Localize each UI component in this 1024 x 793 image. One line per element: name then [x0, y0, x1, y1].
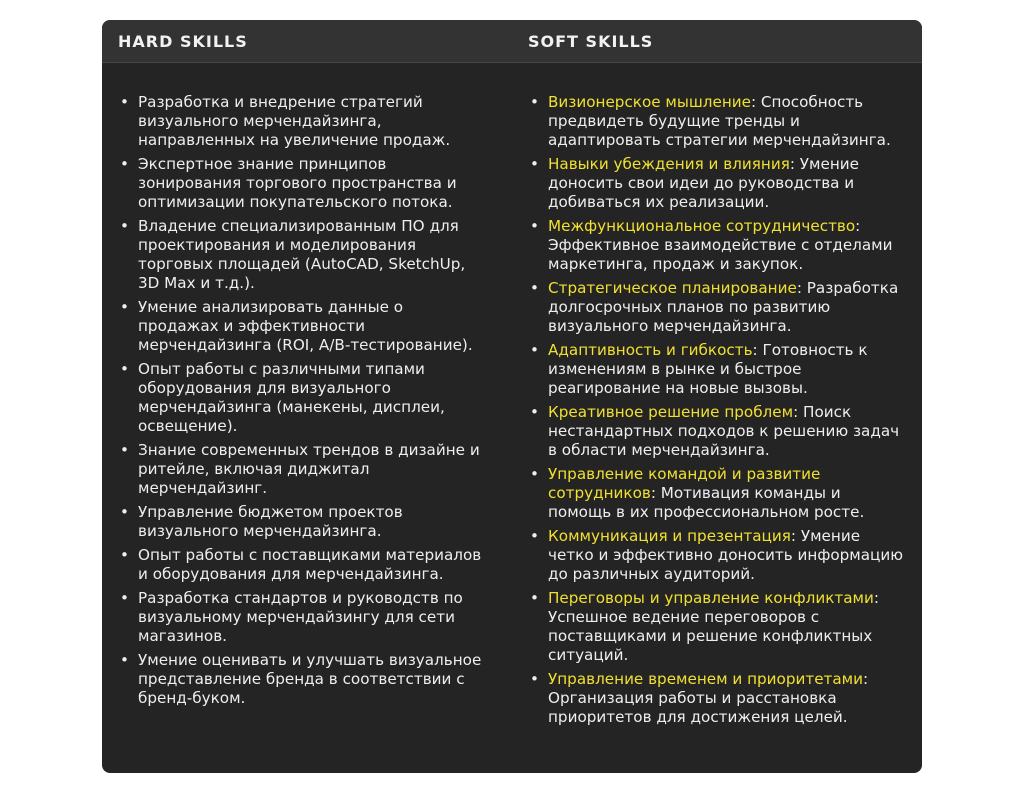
hard-skill-item	[118, 503, 488, 541]
soft-skill-item	[528, 403, 908, 460]
hard-skill-text: Умение оценивать и улучшать визуальное представление бренда в соответствии с бренд-буком.	[138, 651, 482, 707]
hard-skill-text: Разработка и внедрение стратегий визуального мерчендайзинга, направленных на увеличение продаж.	[138, 93, 451, 149]
soft-skill-title: Коммуникация и презентация	[548, 527, 791, 545]
soft-skill-text: : Организация работы и расстановка приоритетов для достижения целей.	[548, 670, 869, 726]
soft-skill-text: : Эффективное взаимодействие с отделами маркетинга, продаж и закупок.	[548, 217, 893, 273]
soft-skill-text: : Способность предвидеть будущие тренды и адаптировать стратегии мерчендайзинга.	[548, 93, 891, 149]
bullet-icon: •	[530, 217, 539, 235]
hard-skill-item	[118, 217, 488, 293]
hard-skill-item	[118, 360, 488, 436]
bullet-icon: •	[120, 546, 129, 564]
soft-skill-title: Управление временем и приоритетами	[548, 670, 864, 688]
bullet-icon: •	[120, 360, 129, 378]
hard-skills-list	[118, 93, 488, 713]
soft-skill-text: : Разработка долгосрочных планов по развитию визуального мерчендайзинга.	[548, 279, 899, 335]
soft-skill-text: : Готовность к изменениям в рынке и быстрое реагирование на новые вызовы.	[548, 341, 868, 397]
hard-skills-header: HARD SKILLS	[118, 32, 248, 51]
soft-skill-title: Креативное решение проблем	[548, 403, 794, 421]
bullet-icon: •	[120, 503, 129, 521]
hard-skill-item	[118, 93, 488, 150]
skills-table	[102, 20, 922, 773]
soft-skill-text: : Поиск нестандартных подходов к решению задач в области мерчендайзинга.	[548, 403, 900, 459]
soft-skills-list	[528, 93, 908, 732]
soft-skill-item	[528, 279, 908, 336]
soft-skill-item	[528, 93, 908, 150]
hard-skill-item	[118, 589, 488, 646]
hard-skill-text: Владение специализированным ПО для проектирования и моделирования торговых площадей (AutoCAD, SketchUp, 3D Max и т.д.).	[138, 217, 466, 292]
soft-skill-title: Переговоры и управление конфликтами	[548, 589, 874, 607]
soft-skill-title: Управление командой и развитие сотрудников	[548, 465, 821, 502]
hard-skill-item	[118, 651, 488, 708]
hard-skill-item	[118, 155, 488, 212]
soft-skill-title: Стратегическое планирование	[548, 279, 797, 297]
bullet-icon: •	[120, 441, 129, 459]
table-header	[102, 20, 922, 63]
soft-skill-item	[528, 670, 908, 727]
soft-skill-item	[528, 465, 908, 522]
bullet-icon: •	[120, 651, 129, 669]
hard-skill-item	[118, 298, 488, 355]
soft-skill-title: Адаптивность и гибкость	[548, 341, 753, 359]
bullet-icon: •	[120, 93, 129, 111]
bullet-icon: •	[530, 403, 539, 421]
soft-skill-item	[528, 341, 908, 398]
bullet-icon: •	[530, 341, 539, 359]
soft-skill-text: : Умение доносить свои идеи до руководства и добиваться их реализации.	[548, 155, 859, 211]
hard-skill-item	[118, 546, 488, 584]
hard-skill-text: Управление бюджетом проектов визуального мерчендайзинга.	[138, 503, 403, 540]
bullet-icon: •	[530, 589, 539, 607]
bullet-icon: •	[530, 279, 539, 297]
soft-skill-text: : Успешное ведение переговоров с поставщиками и решение конфликтных ситуаций.	[548, 589, 879, 664]
soft-skill-item	[528, 155, 908, 212]
bullet-icon: •	[530, 527, 539, 545]
hard-skill-item	[118, 441, 488, 498]
soft-skill-title: Межфункциональное сотрудничество	[548, 217, 856, 235]
bullet-icon: •	[530, 670, 539, 688]
bullet-icon: •	[120, 589, 129, 607]
hard-skill-text: Умение анализировать данные о продажах и эффективности мерчендайзинга (ROI, A/B-тестирование).	[138, 298, 473, 354]
bullet-icon: •	[120, 298, 129, 316]
soft-skill-title: Визионерское мышление	[548, 93, 751, 111]
hard-skill-text: Разработка стандартов и руководств по визуальному мерчендайзингу для сети магазинов.	[138, 589, 463, 645]
soft-skill-item	[528, 527, 908, 584]
hard-skill-text: Опыт работы с различными типами оборудования для визуального мерчендайзинга (манекены, дисплеи, освещение).	[138, 360, 445, 435]
bullet-icon: •	[530, 465, 539, 483]
soft-skill-text: : Умение четко и эффективно доносить информацию до различных аудиторий.	[548, 527, 904, 583]
soft-skill-text: : Мотивация команды и помощь в их профессиональном росте.	[548, 484, 865, 521]
soft-skill-item	[528, 589, 908, 665]
bullet-icon: •	[120, 155, 129, 173]
bullet-icon: •	[530, 155, 539, 173]
soft-skills-header: SOFT SKILLS	[528, 32, 654, 51]
hard-skill-text: Знание современных трендов в дизайне и ритейле, включая диджитал мерчендайзинг.	[138, 441, 480, 497]
bullet-icon: •	[530, 93, 539, 111]
hard-skill-text: Экспертное знание принципов зонирования торгового пространства и оптимизации покупательского потока.	[138, 155, 457, 211]
soft-skill-item	[528, 217, 908, 274]
hard-skill-text: Опыт работы с поставщиками материалов и оборудования для мерчендайзинга.	[138, 546, 482, 583]
soft-skill-title: Навыки убеждения и влияния	[548, 155, 790, 173]
bullet-icon: •	[120, 217, 129, 235]
